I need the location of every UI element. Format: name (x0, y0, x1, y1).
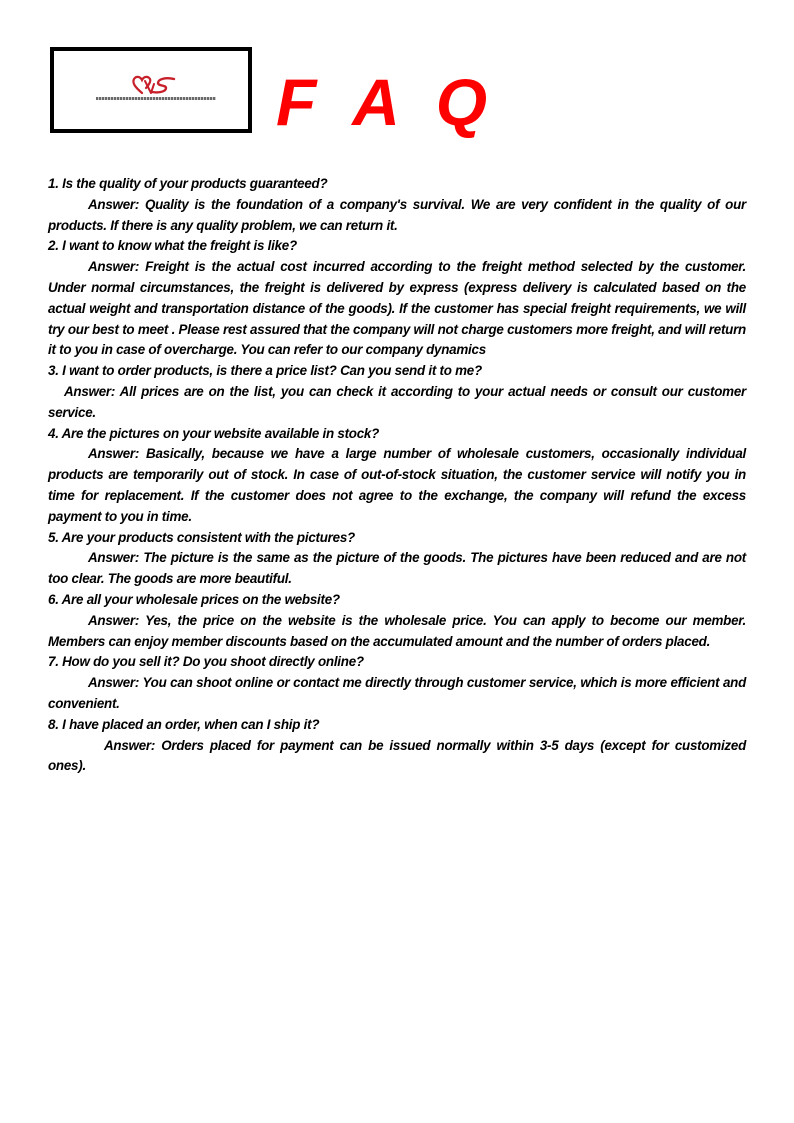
faq-question: 8. I have placed an order, when can I ship it? (48, 716, 320, 732)
faq-item (48, 236, 746, 361)
faq-item (48, 528, 746, 590)
faq-answer: Answer: All prices are on the list, you can check it according to your actual needs or consult our customer service. (48, 383, 746, 420)
faq-question: 6. Are all your wholesale prices on the website? (48, 591, 340, 607)
faq-question: 2. I want to know what the freight is like? (48, 238, 297, 254)
page-title: F A Q (276, 65, 498, 139)
faq-answer: Answer: The picture is the same as the picture of the goods. The pictures have been reduced and are not too clear. The goods are more beautiful. (48, 550, 746, 587)
heart-vs-logo-icon (132, 75, 176, 95)
faq-question: 7. How do you sell it? Do you shoot directly online? (48, 654, 364, 670)
faq-item (48, 174, 746, 236)
faq-question: 4. Are the pictures on your website available in stock? (48, 425, 380, 441)
faq-item (48, 652, 746, 714)
faq-answer: Answer: Basically, because we have a large number of wholesale customers, occasionally individual products are temporarily out of stock. In case of out-of-stock situation, the customer service will notify you in time for replacement. If the customer does not agree to the exchange, the company will refund the excess payment to you in time. (48, 446, 746, 524)
faq-answer: Answer: Freight is the actual cost incurred according to the freight method selected by the customer. Under normal circumstances, the freight is delivered by express (express delivery is calculated based on the actual weight and transportation distance of the goods). If the customer has special freight requirements, we will try our best to meet . Please rest assured that the company will not charge customers more freight, and will return it to you in case of overcharge. You can refer to our company dynamics (48, 259, 746, 358)
faq-question: 1. Is the quality of your products guaranteed? (48, 176, 328, 191)
faq-item (48, 590, 746, 652)
logo-company-name (96, 97, 216, 100)
faq-item (48, 715, 746, 777)
faq-answer: Answer: Quality is the foundation of a company's survival. We are very confident in the quality of our products. If there is any quality problem, we can return it. (48, 196, 746, 233)
company-logo (50, 47, 252, 133)
page-header (0, 0, 794, 170)
faq-question: 5. Are your products consistent with the pictures? (48, 529, 355, 545)
faq-answer: Answer: You can shoot online or contact me directly through customer service, which is more efficient and convenient. (48, 675, 746, 711)
faq-item (48, 424, 746, 528)
faq-answer: Answer: Orders placed for payment can be issued normally within 3-5 days (except for customized ones). (48, 737, 746, 774)
faq-list (48, 174, 746, 777)
faq-question: 3. I want to order products, is there a price list? Can you send it to me? (48, 363, 482, 379)
faq-answer: Answer: Yes, the price on the website is the wholesale price. You can apply to become our member. Members can enjoy member discounts based on the accumulated amount and the number of orders placed. (48, 612, 746, 649)
faq-item (48, 361, 746, 423)
